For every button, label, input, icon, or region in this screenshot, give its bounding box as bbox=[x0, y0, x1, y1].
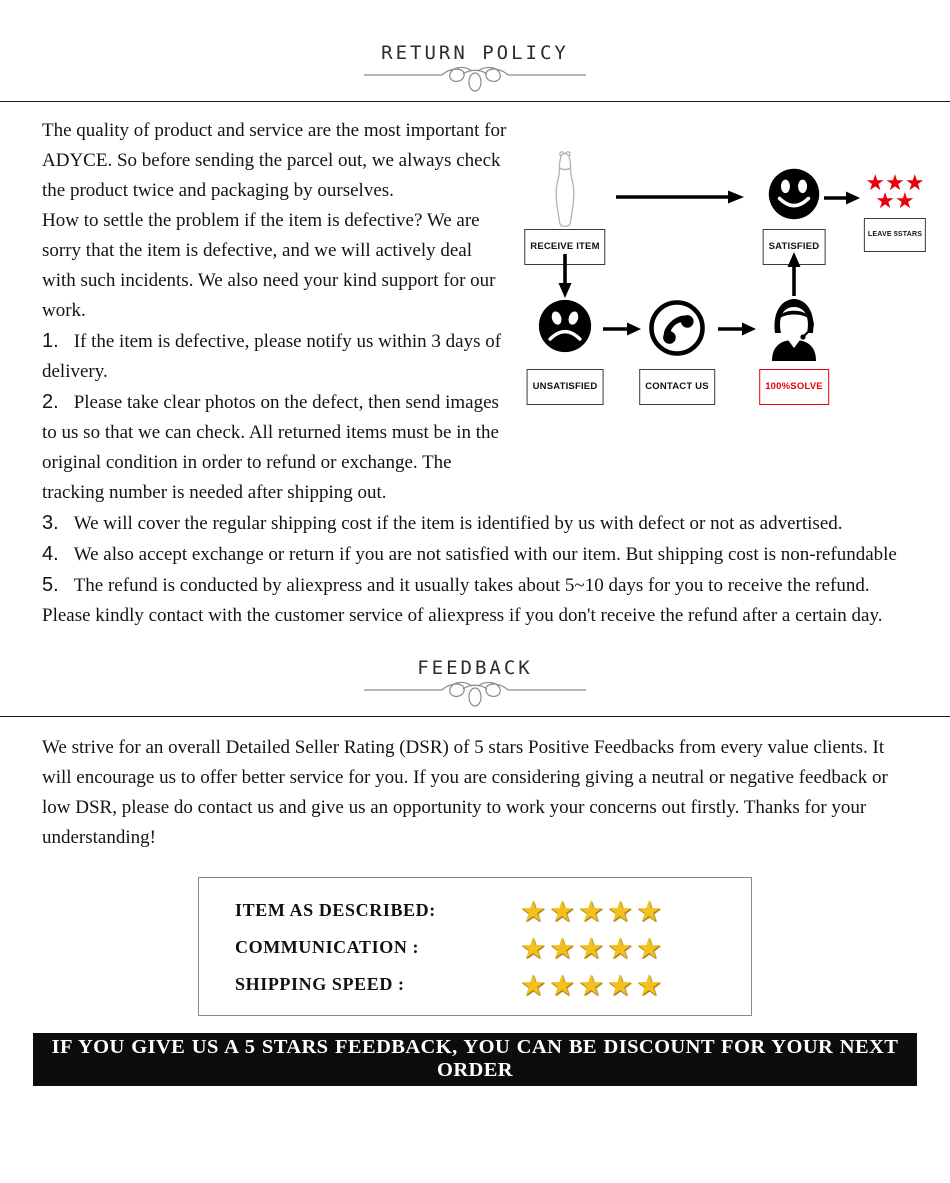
list-number: 4. bbox=[42, 543, 59, 565]
arrow-right-icon bbox=[718, 321, 756, 337]
dsr-rating-table bbox=[198, 877, 752, 1016]
list-text: We also accept exchange or return if you are not satisfied with our item. But shipping cost is non-refundable bbox=[73, 544, 897, 565]
five-stars-icon: ★★★ ★★ bbox=[865, 171, 925, 214]
dsr-row bbox=[199, 966, 751, 1003]
list-number: 3. bbox=[42, 512, 59, 534]
title-flourish-icon bbox=[360, 680, 590, 708]
support-agent-icon bbox=[770, 297, 818, 361]
gold-stars-icon: ★★★★★ bbox=[520, 893, 665, 928]
leave-5stars-label: LEAVE 5STARS bbox=[864, 218, 926, 252]
list-number: 5. bbox=[42, 574, 59, 596]
arrow-right-icon bbox=[616, 189, 744, 205]
list-number: 1. bbox=[42, 330, 59, 352]
dsr-row bbox=[199, 892, 751, 929]
contact-us-label: CONTACT US bbox=[639, 369, 715, 405]
list-text: We will cover the regular shipping cost if the item is identified by us with defect or not as advertised. bbox=[73, 513, 843, 534]
unsatisfied-label: UNSATISFIED bbox=[527, 369, 604, 405]
return-policy-title: RETURN POLICY bbox=[381, 42, 569, 64]
receive-item-label: RECEIVE ITEM bbox=[524, 229, 605, 265]
feedback-header bbox=[0, 631, 950, 708]
discount-banner: IF YOU GIVE US A 5 STARS FEEDBACK, YOU CAN BE DISCOUNT FOR YOUR NEXT ORDER bbox=[33, 1033, 917, 1086]
sad-face-icon bbox=[537, 298, 593, 354]
gold-stars-icon: ★★★★★ bbox=[520, 967, 665, 1002]
intro-paragraph: How to settle the problem if the item is defective? We are sorry that the item is defective, and we will actively deal with such incidents. We also need your kind support for our work. bbox=[42, 210, 496, 321]
return-flowchart bbox=[518, 142, 925, 464]
list-text: The refund is conducted by aliexpress and it usually takes about 5~10 days for you to receive the refund. Please kindly contact with the customer service of aliexpress if you don't receive the refund after a certain day. bbox=[42, 575, 883, 626]
smiley-face-icon bbox=[767, 167, 821, 221]
policy-list-item bbox=[42, 570, 908, 631]
gold-stars-icon: ★★★★★ bbox=[520, 930, 665, 965]
feedback-title: FEEDBACK bbox=[417, 657, 533, 679]
list-text: Please take clear photos on the defect, then send images to us so that we can check. All returned items must be in the original condition in order to refund or exchange. The tracking number is needed after shipping out. bbox=[42, 392, 499, 503]
list-number: 2. bbox=[42, 391, 59, 413]
return-policy-header bbox=[0, 0, 950, 93]
dsr-row bbox=[199, 929, 751, 966]
list-text: If the item is defective, please notify us within 3 days of delivery. bbox=[42, 331, 502, 382]
arrow-right-icon bbox=[824, 190, 860, 206]
arrow-down-icon bbox=[557, 254, 573, 298]
satisfied-label: SATISFIED bbox=[763, 229, 826, 265]
return-policy-body bbox=[0, 102, 950, 631]
title-flourish-icon bbox=[360, 65, 590, 93]
intro-paragraph: The quality of product and service are the most important for ADYCE. So before sending the parcel out, we always check the product twice and packaging by ourselves. bbox=[42, 120, 507, 201]
dsr-label: SHIPPING SPEED : bbox=[235, 974, 405, 994]
policy-list-item bbox=[42, 508, 908, 539]
arrow-up-icon bbox=[786, 252, 802, 296]
dsr-label: ITEM AS DESCRIBED: bbox=[235, 900, 436, 920]
policy-list-item bbox=[42, 539, 908, 570]
feedback-paragraph: We strive for an overall Detailed Seller Rating (DSR) of 5 stars Positive Feedbacks from every value clients. It will encourage us to offer better service for you. If you are considering giving a neutral or negative feedback or low DSR, please do contact us and give us an opportunity to work your concerns out firstly. Thanks for your understanding! bbox=[42, 737, 888, 848]
arrow-right-icon bbox=[603, 321, 641, 337]
dsr-label: COMMUNICATION : bbox=[235, 937, 420, 957]
phone-icon bbox=[647, 298, 707, 358]
solve-label: 100%SOLVE bbox=[759, 369, 829, 405]
dress-icon bbox=[547, 150, 583, 230]
